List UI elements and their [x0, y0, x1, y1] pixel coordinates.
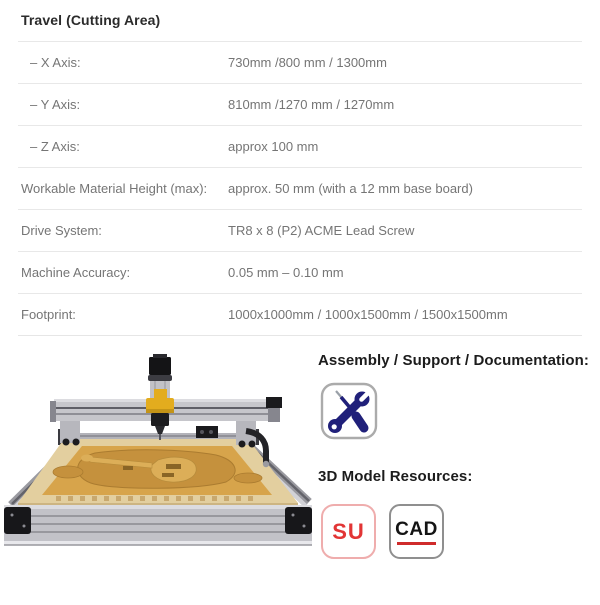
- machine-gantry-end-motor: [266, 397, 282, 408]
- machine-x-motor: [196, 426, 218, 438]
- cad-underline: [397, 542, 436, 545]
- page-title: Travel (Cutting Area): [21, 12, 161, 28]
- machine-front-rail: [4, 505, 312, 545]
- spec-value: 810mm /1270 mm / 1270mm: [228, 97, 395, 112]
- spec-row: [18, 293, 582, 336]
- spec-value: approx 100 mm: [228, 139, 319, 154]
- spec-label: Workable Material Height (max):: [21, 181, 208, 196]
- cnc-machine-image: [0, 345, 320, 600]
- spec-table: [18, 41, 582, 336]
- cad-model-icon[interactable]: [389, 504, 444, 559]
- spec-label: – Y Axis:: [30, 97, 81, 112]
- spec-row: [18, 251, 582, 293]
- spec-label: Footprint:: [21, 307, 76, 322]
- tools-icon: [320, 382, 378, 440]
- machine-spindle: [146, 354, 174, 440]
- cnc-machine-illustration: [0, 345, 320, 600]
- spec-value: approx. 50 mm (with a 12 mm base board): [228, 181, 473, 196]
- spec-label: – Z Axis:: [30, 139, 80, 154]
- spec-value: 0.05 mm – 0.10 mm: [228, 265, 344, 280]
- spec-label: – X Axis:: [30, 55, 81, 70]
- spec-value: TR8 x 8 (P2) ACME Lead Screw: [228, 223, 415, 238]
- machine-z-stepper-motor: [149, 357, 171, 375]
- spec-label: Drive System:: [21, 223, 102, 238]
- spec-row: [18, 125, 582, 167]
- spec-value: 1000x1000mm / 1000x1500mm / 1500x1500mm: [228, 307, 508, 322]
- spec-row: [18, 167, 582, 209]
- spec-row: [18, 209, 582, 251]
- spec-value: 730mm /800 mm / 1300mm: [228, 55, 387, 70]
- assembly-support-docs-heading: Assembly / Support / Documentation:: [318, 352, 590, 369]
- cad-label: CAD: [395, 518, 438, 540]
- spec-label: Machine Accuracy:: [21, 265, 131, 280]
- model-icons-row: [321, 504, 444, 559]
- sketchup-model-icon[interactable]: [321, 504, 376, 559]
- machine-wood-bed: [18, 439, 298, 512]
- assembly-docs-link[interactable]: [320, 382, 378, 440]
- spec-row: [18, 83, 582, 125]
- 3d-model-resources-heading: 3D Model Resources:: [318, 468, 473, 485]
- machine-right-corner-plate: [285, 507, 312, 534]
- sketchup-label: SU: [332, 518, 365, 544]
- spec-row: [18, 41, 582, 83]
- machine-left-corner-plate: [4, 507, 31, 534]
